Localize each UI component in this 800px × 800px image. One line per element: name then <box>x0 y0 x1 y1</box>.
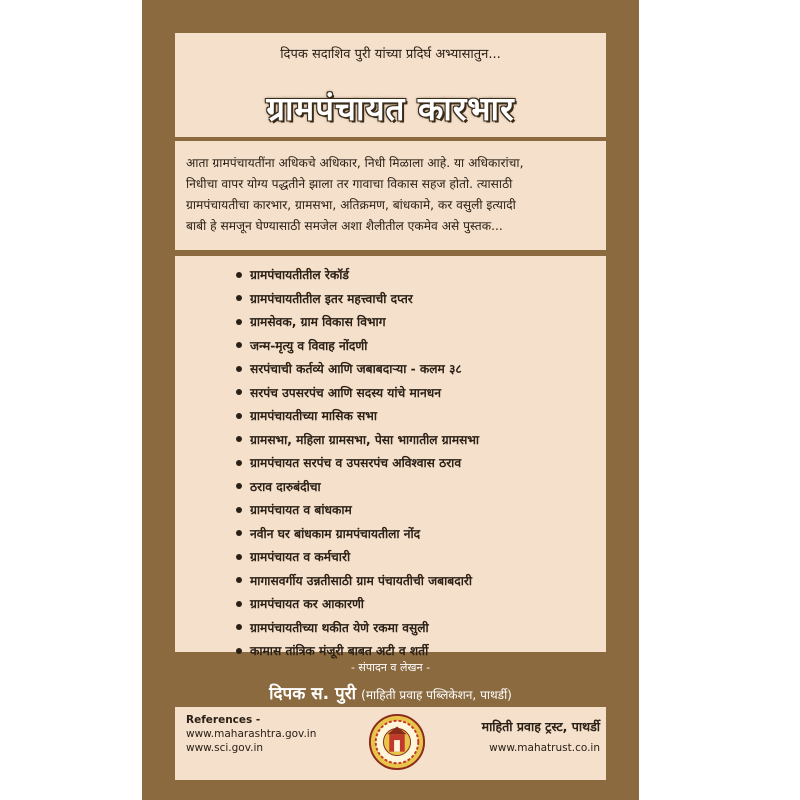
bullet-icon <box>236 436 242 442</box>
publisher-name: (माहिती प्रवाह पब्लिकेशन, पाथर्डी) <box>361 688 512 702</box>
author-name: दिपक स. पुरी <box>269 684 357 704</box>
credit-label: - संपादन व लेखन - <box>350 661 431 674</box>
topic-label: ग्रामसभा, महिला ग्रामसभा, पेसा भागातील ग्रामसभा <box>250 432 480 447</box>
trust-name: माहिती प्रवाह ट्रस्ट, पाथर्डी <box>481 719 600 734</box>
intro-text <box>186 153 601 237</box>
reference-url: www.sci.gov.in <box>186 742 264 754</box>
bullet-icon <box>236 530 242 536</box>
bullet-icon <box>236 624 242 630</box>
list-item <box>236 475 479 499</box>
topic-label: ग्रामपंचायतीच्या थकीत येणे रकमा वसुली <box>250 620 429 635</box>
trust-url: www.mahatrust.co.in <box>489 742 600 754</box>
topic-label: ग्रामपंचायतीच्या मासिक सभा <box>250 409 378 424</box>
topic-label: कामास तांत्रिक मंजूरी बाबत अटी व शर्ती <box>250 644 429 659</box>
list-item <box>236 428 479 452</box>
list-item <box>236 522 479 546</box>
bullet-icon <box>236 389 242 395</box>
reference-url: www.maharashtra.gov.in <box>186 728 317 740</box>
list-item <box>236 381 479 405</box>
subtitle: दिपक सदाशिव पुरी यांच्या प्रदिर्घ अभ्यासातुन... <box>280 47 501 62</box>
bullet-icon <box>236 366 242 372</box>
bullet-icon <box>236 319 242 325</box>
topic-label: ठराव दारुबंदीचा <box>250 479 321 494</box>
bullet-icon <box>236 460 242 466</box>
bullet-icon <box>236 507 242 513</box>
topic-label: नवीन घर बांधकाम ग्रामपंचायतीला नोंद <box>250 526 421 541</box>
intro-line: निधीचा वापर योग्य पद्धतीने झाला तर गावाचा विकास सहज होतो. त्यासाठी <box>186 177 513 191</box>
list-item <box>236 498 479 522</box>
bullet-icon <box>236 483 242 489</box>
list-item <box>236 592 479 616</box>
list-item <box>236 334 479 358</box>
bullet-icon <box>236 577 242 583</box>
bullet-icon <box>236 601 242 607</box>
topic-label: ग्रामसेवक, ग्राम विकास विभाग <box>250 315 386 330</box>
intro-line: आता ग्रामपंचायतींना अधिकचे अधिकार, निधी मिळाला आहे. या अधिकारांचा, <box>186 156 524 170</box>
topic-label: सरपंच उपसरपंच आणि सदस्य यांचे मानधन <box>250 385 441 400</box>
topics-list <box>236 263 479 663</box>
list-item <box>236 569 479 593</box>
author-line <box>142 681 639 704</box>
topic-label: ग्रामपंचायत सरपंच व उपसरपंच अविश्वास ठराव <box>250 456 462 471</box>
bullet-icon <box>236 272 242 278</box>
bullet-icon <box>236 648 242 654</box>
list-item <box>236 310 479 334</box>
topic-label: जन्म-मृत्यु व विवाह नोंदणी <box>250 338 368 353</box>
list-item <box>236 357 479 381</box>
references-heading: References - <box>186 714 261 726</box>
bullet-icon <box>236 295 242 301</box>
list-item <box>236 545 479 569</box>
topic-label: सरपंचाची कर्तव्ये आणि जबाबदाऱ्या - कलम ३८ <box>250 362 462 377</box>
references <box>186 713 316 755</box>
topic-label: ग्रामपंचायत व कर्मचारी <box>250 550 351 565</box>
topic-label: मागासवर्गीय उन्नतीसाठी ग्राम पंचायतीची जबाबदारी <box>250 573 472 588</box>
list-item <box>236 404 479 428</box>
list-item <box>236 451 479 475</box>
intro-line: बाबी हे समजून घेण्यासाठी समजेल अशा शैलीतील एकमेव असे पुस्तक... <box>186 219 503 233</box>
bullet-icon <box>236 413 242 419</box>
list-item <box>236 616 479 640</box>
topic-label: ग्रामपंचायत व बांधकाम <box>250 503 352 518</box>
intro-line: ग्रामपंचायतीचा कारभार, ग्रामसभा, अतिक्रमण, बांधकामे, कर वसुली इत्यादी <box>186 198 516 212</box>
trust-logo-icon <box>368 713 426 771</box>
bullet-icon <box>236 554 242 560</box>
list-item <box>236 639 479 663</box>
list-item <box>236 263 479 287</box>
bullet-icon <box>236 342 242 348</box>
book-title: ग्रामपंचायत कारभार <box>266 89 515 128</box>
topic-label: ग्रामपंचायतीतील इतर महत्त्वाची दप्तर <box>250 291 413 306</box>
topic-label: ग्रामपंचायतीतील रेकॉर्ड <box>250 268 349 283</box>
topic-label: ग्रामपंचायत कर आकारणी <box>250 597 364 612</box>
list-item <box>236 287 479 311</box>
